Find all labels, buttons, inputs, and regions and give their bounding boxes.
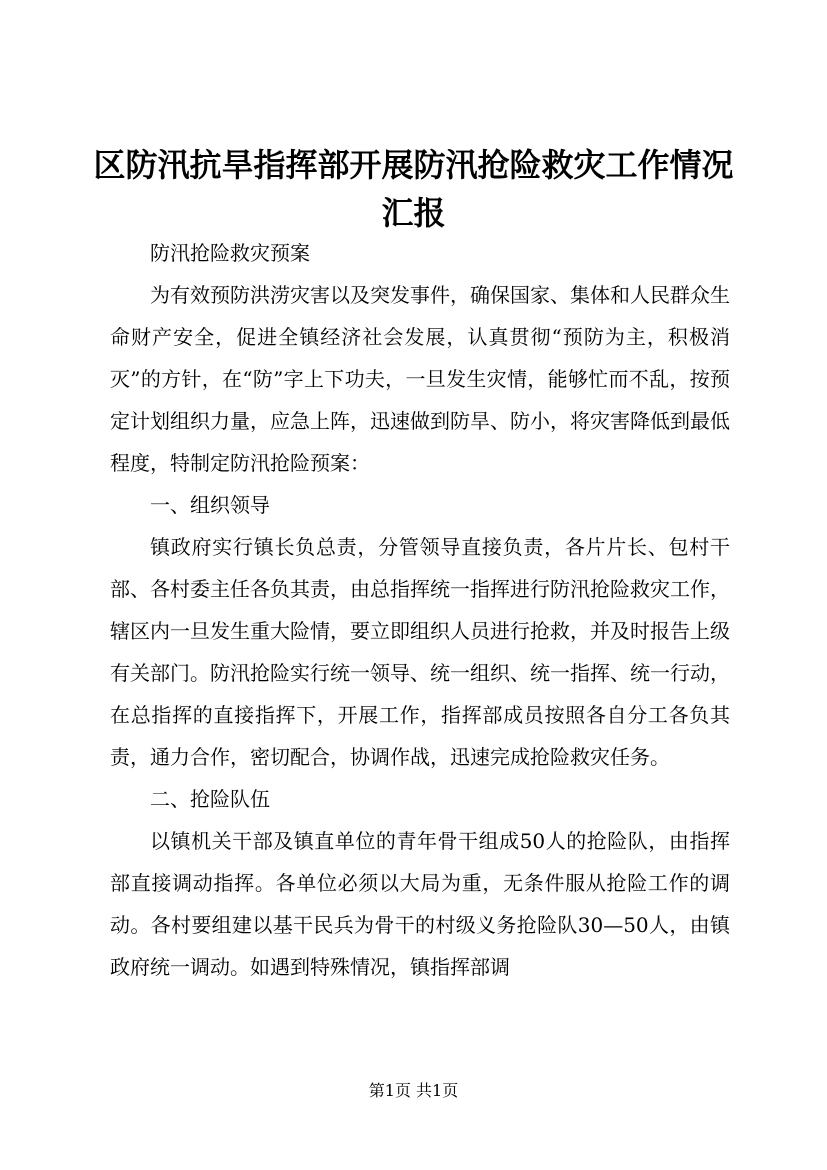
section-heading-organization: 一、组织领导 [150,493,270,517]
paragraph-rescue-team: 以镇机关干部及镇直单位的青年骨干组成50人的抢险队，由指挥部直接调动指挥。各单位必须以大局为重，无条件服从抢险工作的调动。各村要组建以基干民兵为骨干的村级义务抢险队30—50人，由镇政府统一调动。如遇到特殊情况，镇指挥部调 [110,829,730,979]
document-title-line1: 区防汛抗旱指挥部开展防汛抢险救灾工作情况 [93,146,734,184]
section-heading-plan: 防汛抢险救灾预案 [150,241,310,265]
document-body [110,232,730,988]
paragraph-intro: 为有效预防洪涝灾害以及突发事件，确保国家、集体和人民群众生命财产安全，促进全镇经济社会发展，认真贯彻“预防为主，积极消灭”的方针，在“防”字上下功夫，一旦发生灾情，能够忙而不乱，按预定计划组织力量，应急上阵，迅速做到防旱、防小，将灾害降低到最低程度，特制定防汛抢险预案： [110,283,730,475]
section-heading-rescue-team: 二、抢险队伍 [150,787,270,811]
page-footer: 第1页 共1页 [368,1081,459,1100]
document-title-line2: 汇报 [381,194,446,232]
paragraph-organization: 镇政府实行镇长负总责，分管领导直接负责，各片片长、包村干部、各村委主任各负其责，由总指挥统一指挥进行防汛抢险救灾工作，辖区内一旦发生重大险情，要立即组织人员进行抢救，并及时报告上级有关部门。防汛抢险实行统一领导、统一组织、统一指挥、统一行动，在总指挥的直接指挥下，开展工作，指挥部成员按照各自分工各负其责，通力合作，密切配合，协调作战，迅速完成抢险救灾任务。 [110,535,730,769]
